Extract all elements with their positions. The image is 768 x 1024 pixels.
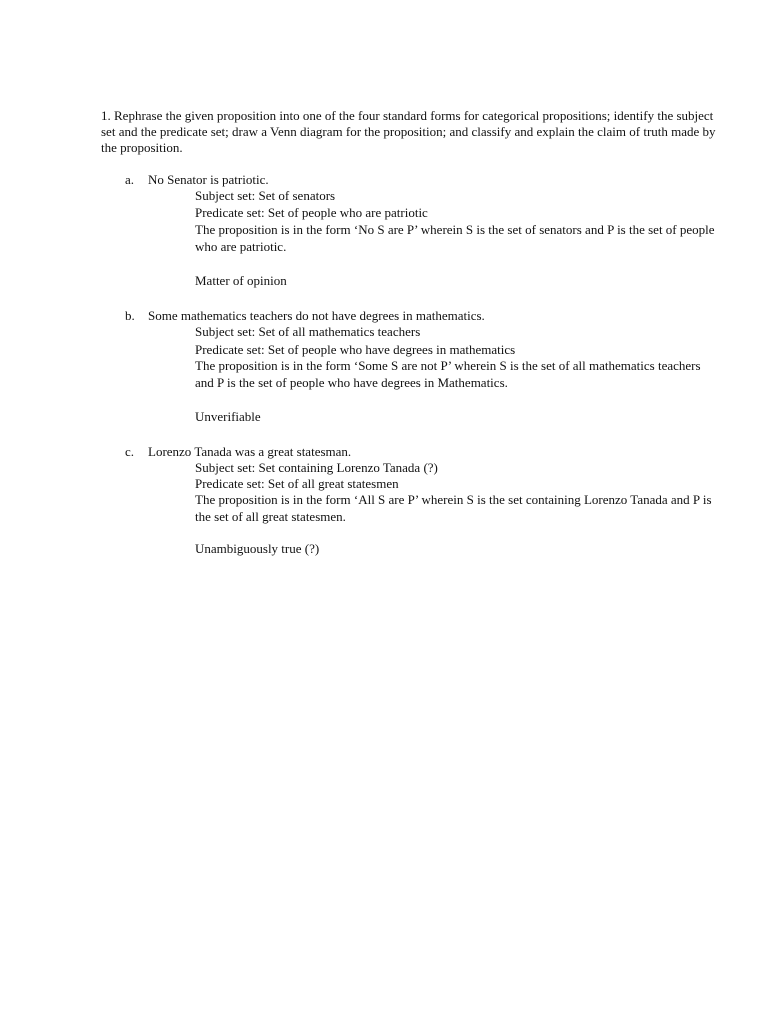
item-statement: Lorenzo Tanada was a great statesman. xyxy=(148,444,352,459)
item-marker: b. xyxy=(125,308,135,323)
truth-claim: Unambiguously true (?) xyxy=(195,541,320,556)
item-statement: No Senator is patriotic. xyxy=(148,172,269,187)
proposition-form: The proposition is in the form ‘All S are P’ wherein S is the set containing Lorenzo Tanada and P is the set of all great statesmen. xyxy=(195,492,712,524)
item-marker: c. xyxy=(125,444,135,459)
subject-set: Subject set: Set of senators xyxy=(195,188,336,203)
predicate-set: Predicate set: Set of people who have degrees in mathematics xyxy=(195,342,516,357)
proposition-form: The proposition is in the form ‘Some S are not P’ wherein S is the set of all mathematics teachers and P is the set of people who have degrees in Mathematics. xyxy=(195,358,701,390)
item-statement: Some mathematics teachers do not have degrees in mathematics. xyxy=(148,308,485,323)
truth-claim: Unverifiable xyxy=(195,409,261,424)
subject-set: Subject set: Set of all mathematics teachers xyxy=(195,324,421,339)
proposition-form: The proposition is in the form ‘No S are P’ wherein S is the set of senators and P is the set of people who are patriotic. xyxy=(195,222,715,254)
truth-claim: Matter of opinion xyxy=(195,273,287,288)
question-text: 1. Rephrase the given proposition into one of the four standard forms for categorical propositions; identify the subject set and the predicate set; draw a Venn diagram for the proposition; and classify and explain the claim of truth made by the proposition. xyxy=(101,108,716,155)
predicate-set: Predicate set: Set of all great statesmen xyxy=(195,476,399,491)
predicate-set: Predicate set: Set of people who are patriotic xyxy=(195,205,428,220)
item-marker: a. xyxy=(125,172,135,187)
subject-set: Subject set: Set containing Lorenzo Tanada (?) xyxy=(195,460,438,475)
